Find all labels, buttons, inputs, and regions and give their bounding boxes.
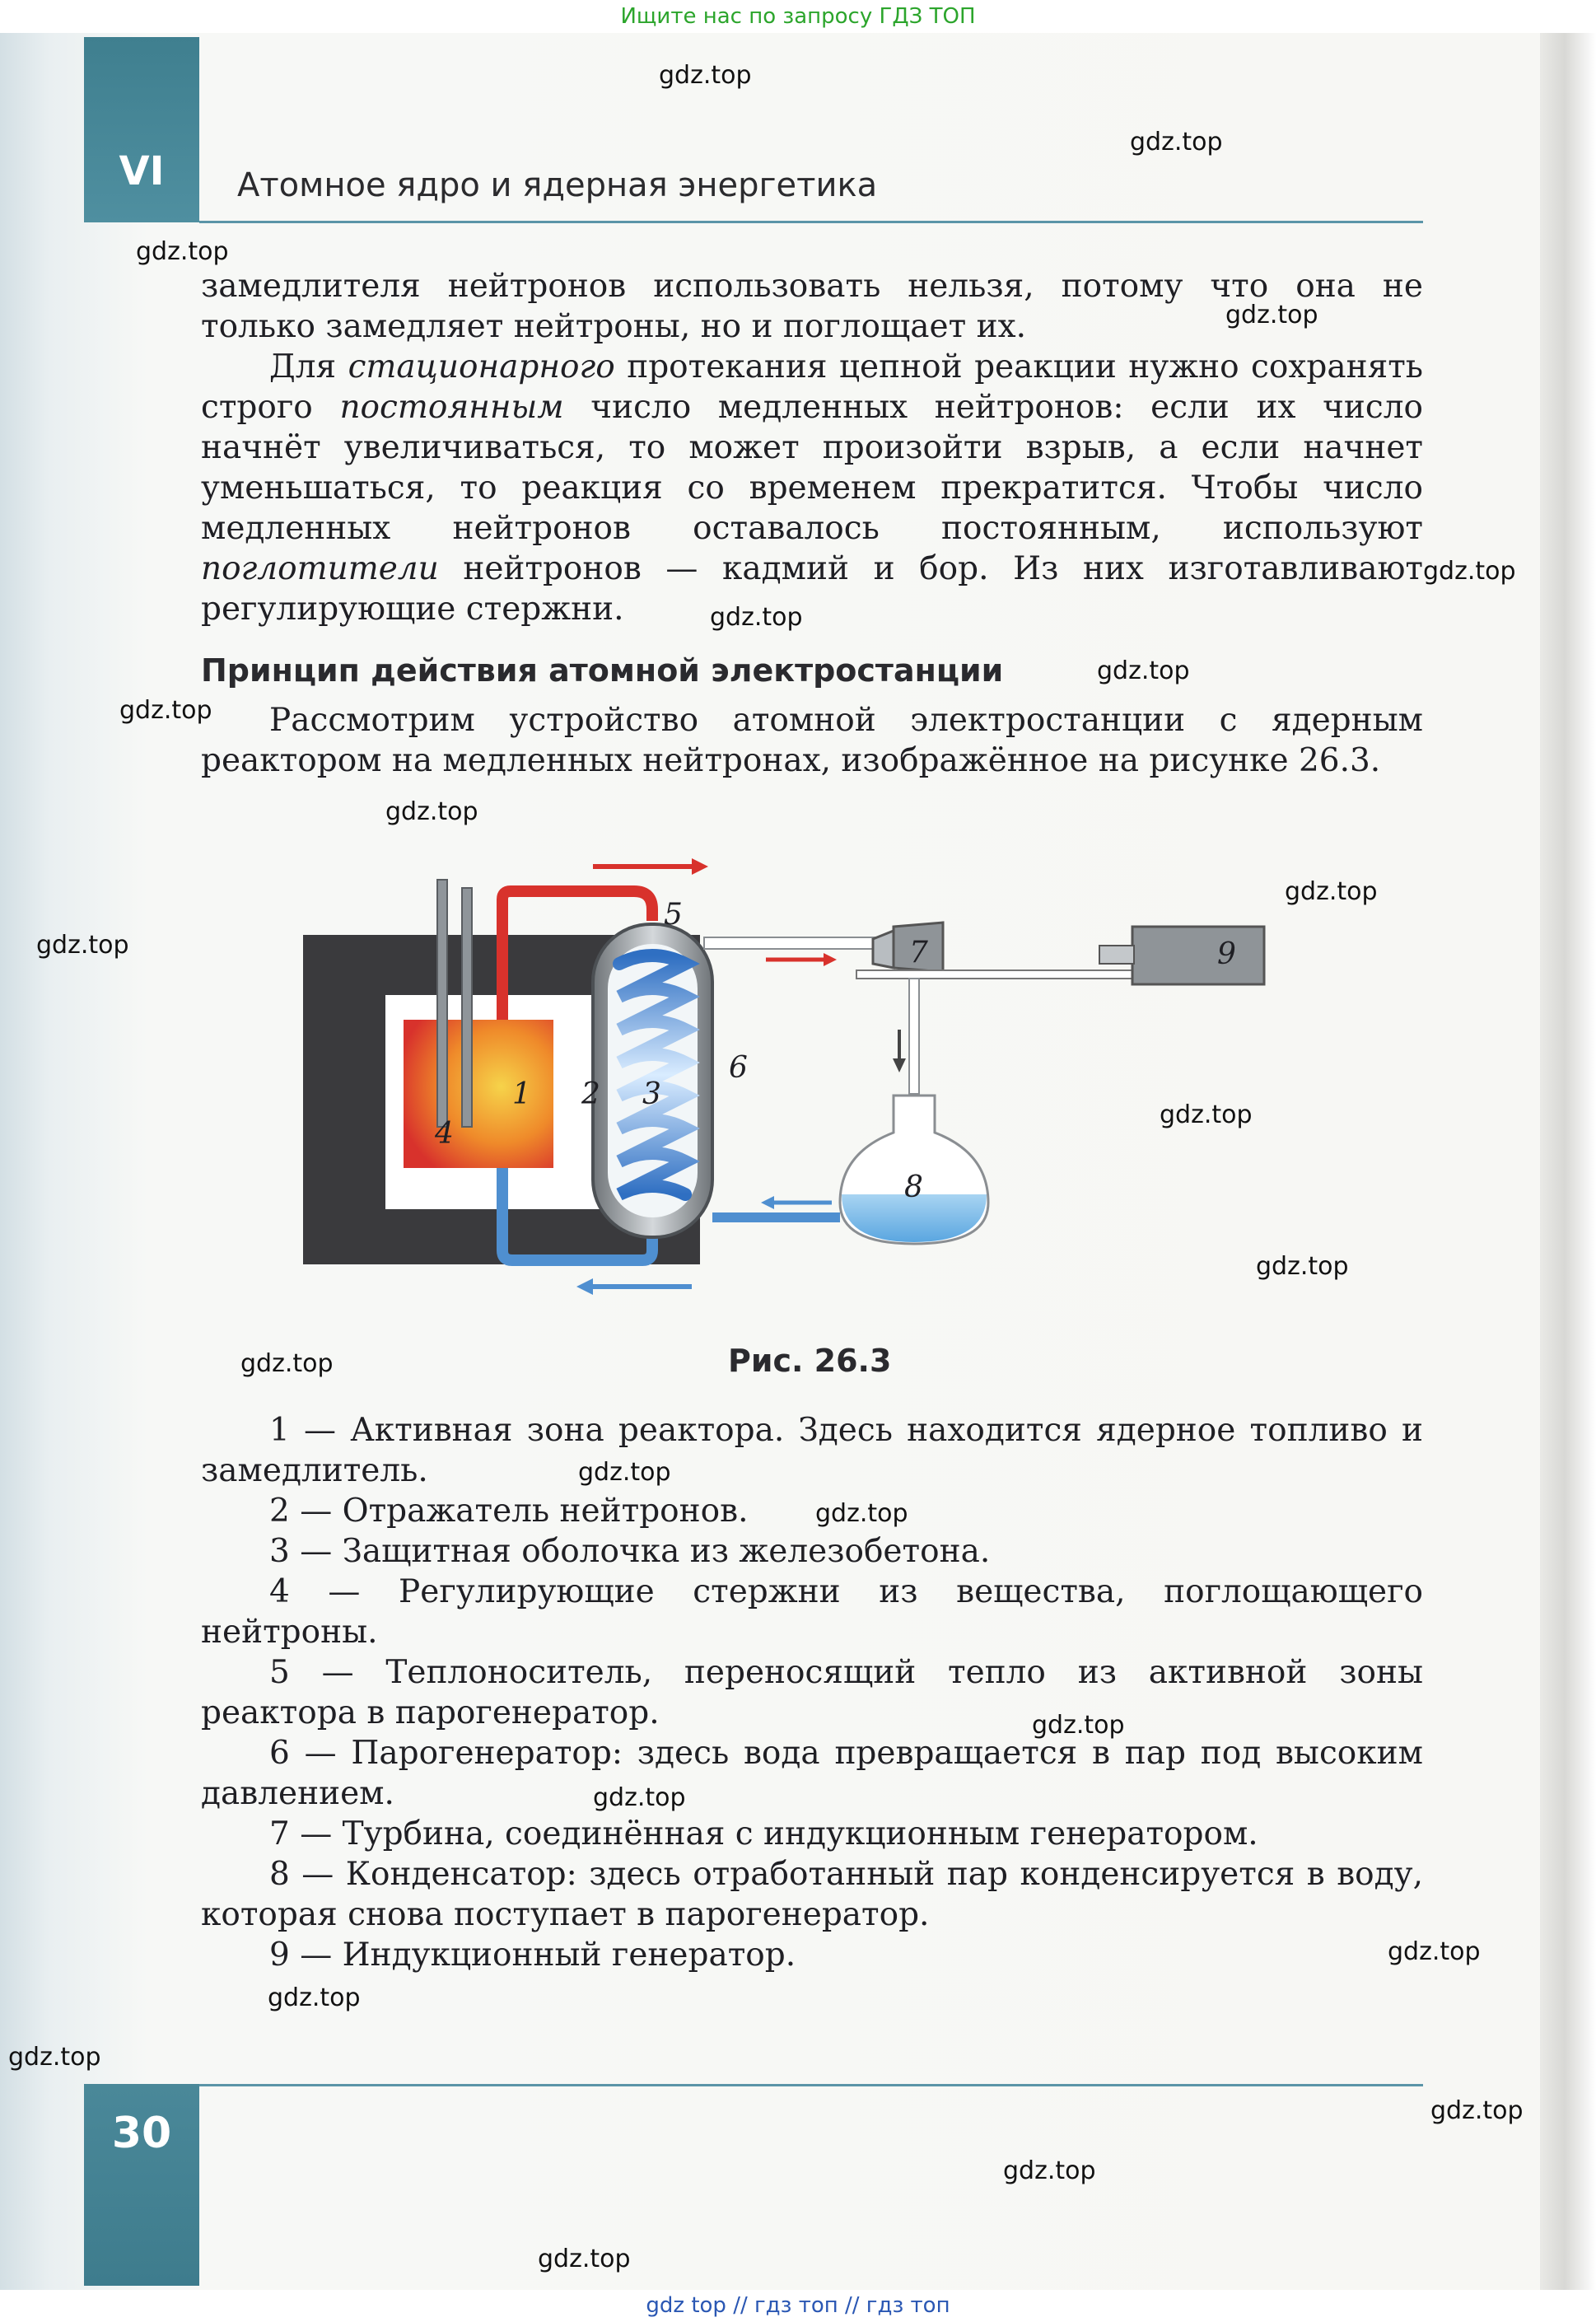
header-rule bbox=[199, 221, 1423, 223]
watermark: gdz.top bbox=[1225, 301, 1318, 329]
cold-flow-arrow bbox=[576, 1278, 692, 1295]
watermark: gdz.top bbox=[1423, 557, 1516, 586]
label-5: 5 bbox=[664, 898, 683, 932]
legend-item: 5 — Теплоноситель, переносящий тепло из активной зоны реактора в парогенератор. bbox=[201, 1654, 1423, 1731]
watermark: gdz.top bbox=[1032, 1711, 1125, 1740]
label-4: 4 bbox=[435, 1117, 454, 1151]
watermark: gdz.top bbox=[710, 603, 803, 632]
label-3: 3 bbox=[642, 1077, 661, 1111]
intro-paragraph-block bbox=[201, 700, 1423, 781]
exhaust-flow-arrow bbox=[893, 1030, 906, 1072]
section-title: Принцип действия атомной электростанции bbox=[201, 652, 1004, 689]
page-number: 30 bbox=[111, 2109, 172, 2158]
npp-diagram bbox=[296, 848, 1318, 1326]
chapter-tab bbox=[84, 37, 199, 222]
figure-legend bbox=[201, 1410, 1423, 1975]
watermark: gdz.top bbox=[119, 696, 212, 725]
watermark: gdz.top bbox=[1430, 2096, 1524, 2125]
legend-item: 6 — Парогенератор: здесь вода превращается в пар под высоким давлением. bbox=[201, 1735, 1423, 1812]
watermark: gdz.top bbox=[1256, 1252, 1349, 1281]
water-flow-arrow bbox=[761, 1196, 832, 1209]
hot-flow-arrow bbox=[593, 858, 708, 875]
watermark: gdz.top bbox=[1003, 2156, 1096, 2185]
watermark: gdz.top bbox=[659, 61, 752, 90]
running-title: Атомное ядро и ядерная энергетика bbox=[237, 166, 878, 204]
legend-item: 9 — Индукционный генератор. bbox=[269, 1937, 796, 1974]
watermark: gdz.top bbox=[240, 1349, 334, 1378]
legend-item: 4 — Регулирующие стержни из вещества, поглощающего нейтроны. bbox=[201, 1573, 1423, 1651]
label-7: 7 bbox=[909, 936, 928, 969]
label-2: 2 bbox=[581, 1077, 600, 1111]
legend-item: 2 — Отражатель нейтронов. bbox=[269, 1493, 749, 1530]
watermark: gdz.top bbox=[1097, 656, 1190, 685]
paragraph-2: Для стационарного протекания цепной реакции нужно сохранять строго постоянным число медленных нейтронов: если их число начнёт увеличиваться, то может произойти взрыв, а если начнет уменьшаться, то реакция со временем прекратится. Чтобы число медленных нейтронов оставалось постоянным, используют поглотители нейтронов — кадмий и бор. Из них изготавливают регулирующие стержни. bbox=[201, 348, 1423, 628]
watermark: gdz.top bbox=[538, 2245, 631, 2273]
paragraph-3: Рассмотрим устройство атомной электростанции с ядерным реактором на медленных нейтронах, изображённое на рисунке 26.3. bbox=[201, 702, 1423, 779]
watermark: gdz.top bbox=[1388, 1937, 1481, 1966]
induction-generator bbox=[1132, 927, 1264, 984]
label-9: 9 bbox=[1217, 937, 1236, 971]
legend-item: 1 — Активная зона реактора. Здесь находится ядерное топливо и замедлитель. bbox=[201, 1412, 1423, 1489]
steam-line bbox=[704, 937, 889, 949]
control-rod bbox=[462, 888, 472, 1127]
turbine-shaft bbox=[856, 970, 1145, 979]
legend-item: 7 — Турбина, соединённая с индукционным генератором. bbox=[269, 1815, 1258, 1852]
watermark: gdz.top bbox=[385, 797, 478, 826]
watermark: gdz.top bbox=[36, 931, 129, 960]
label-1: 1 bbox=[512, 1077, 531, 1111]
watermark: gdz.top bbox=[815, 1499, 908, 1528]
chapter-number: VI bbox=[119, 148, 165, 194]
footer-rule bbox=[199, 2084, 1423, 2086]
watermark: gdz.top bbox=[1160, 1100, 1253, 1129]
exhaust-pipe bbox=[909, 979, 919, 1094]
control-rod bbox=[437, 880, 447, 1127]
watermark: gdz.top bbox=[1130, 128, 1223, 157]
steam-flow-arrow bbox=[766, 953, 837, 966]
watermark: gdz.top bbox=[136, 237, 229, 266]
legend-item: 8 — Конденсатор: здесь отработанный пар конденсируется в воду, которая снова поступает в парогенератор. bbox=[201, 1856, 1423, 1933]
figure-caption: Рис. 26.3 bbox=[728, 1343, 892, 1379]
watermark: gdz.top bbox=[268, 1983, 361, 2012]
paragraph-1: замедлителя нейтронов использовать нельзя, потому что она не только замедляет нейтроны, но и поглощает их. bbox=[201, 268, 1423, 345]
label-6: 6 bbox=[729, 1051, 748, 1085]
watermark: gdz.top bbox=[593, 1783, 686, 1812]
bottom-banner[interactable]: gdz top // гдз топ // гдз топ bbox=[646, 2293, 950, 2318]
legend-item: 3 — Защитная оболочка из железобетона. bbox=[269, 1533, 991, 1570]
watermark: gdz.top bbox=[8, 2043, 101, 2072]
watermark: gdz.top bbox=[578, 1458, 671, 1487]
watermark: gdz.top bbox=[1285, 877, 1378, 906]
label-8: 8 bbox=[904, 1170, 923, 1204]
page-edge bbox=[1540, 33, 1596, 2290]
top-banner[interactable]: Ищите нас по запросу ГДЗ ТОП bbox=[620, 4, 976, 29]
